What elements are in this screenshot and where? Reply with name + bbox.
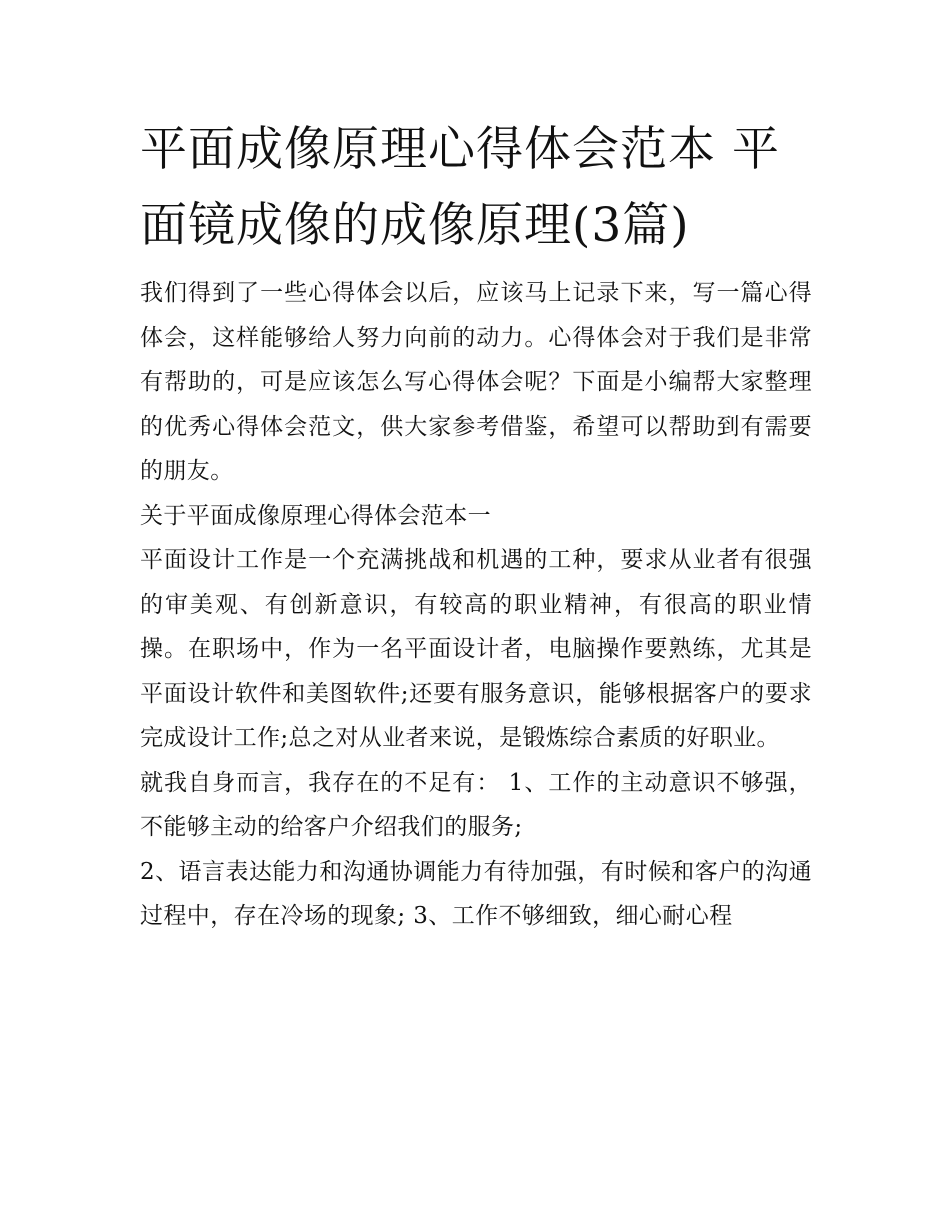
document-title: 平面成像原理心得体会范本 平面镜成像的成像原理(3篇): [140, 122, 780, 253]
body-paragraph: 2、语言表达能力和沟通协调能力有待加强，有时候和客户的沟通过程中，存在冷场的现象; 3、工作不够细致，细心耐心程: [140, 858, 812, 929]
document-page: [140, 112, 812, 939]
section-heading: 关于平面成像原理心得体会范本一: [140, 502, 491, 529]
intro-paragraph: 我们得到了一些心得体会以后，应该马上记录下来，写一篇心得体会，这样能够给人努力向前的动力。心得体会对于我们是非常有帮助的，可是应该怎么写心得体会呢？下面是小编帮大家整理的优秀心得体会范文，供大家参考借鉴，希望可以帮助到有需要的朋友。: [140, 280, 812, 484]
body-paragraph: 就我自身而言，我存在的不足有： 1、工作的主动意识不够强，不能够主动的给客户介绍我们的服务;: [140, 769, 812, 840]
body-paragraph: 平面设计工作是一个充满挑战和机遇的工种，要求从业者有很强的审美观、有创新意识，有较高的职业精神，有很高的职业情操。在职场中，作为一名平面设计者，电脑操作要熟练，尤其是平面设计软件和美图软件;还要有服务意识，能够根据客户的要求完成设计工作;总之对从业者来说，是锻炼综合素质的好职业。: [140, 547, 812, 751]
